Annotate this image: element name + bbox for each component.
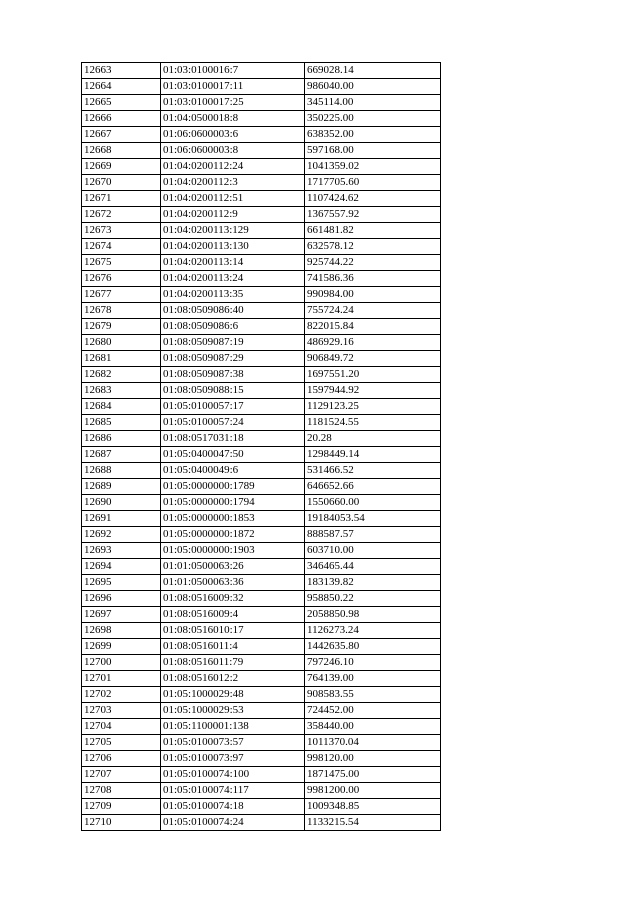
cadastral-number-cell: 01:01:0500063:26 — [161, 559, 305, 575]
value-cell: 350225.00 — [305, 111, 441, 127]
value-cell: 646652.66 — [305, 479, 441, 495]
cadastral-number-cell: 01:08:0509086:40 — [161, 303, 305, 319]
row-number-cell: 12665 — [82, 95, 161, 111]
value-cell: 958850.22 — [305, 591, 441, 607]
table-row — [82, 335, 441, 351]
cadastral-number-cell: 01:05:0100074:117 — [161, 783, 305, 799]
value-cell: 741586.36 — [305, 271, 441, 287]
row-number-cell: 12695 — [82, 575, 161, 591]
cadastral-number-cell: 01:08:0516009:32 — [161, 591, 305, 607]
row-number-cell: 12691 — [82, 511, 161, 527]
cadastral-number-cell: 01:08:0509087:19 — [161, 335, 305, 351]
row-number-cell: 12693 — [82, 543, 161, 559]
row-number-cell: 12698 — [82, 623, 161, 639]
table-row — [82, 431, 441, 447]
data-table — [81, 62, 441, 831]
value-cell: 1697551.20 — [305, 367, 441, 383]
row-number-cell: 12700 — [82, 655, 161, 671]
row-number-cell: 12679 — [82, 319, 161, 335]
row-number-cell: 12684 — [82, 399, 161, 415]
table-row — [82, 655, 441, 671]
table-row — [82, 623, 441, 639]
cadastral-number-cell: 01:05:1000029:48 — [161, 687, 305, 703]
row-number-cell: 12688 — [82, 463, 161, 479]
value-cell: 1129123.25 — [305, 399, 441, 415]
value-cell: 9981200.00 — [305, 783, 441, 799]
cadastral-number-cell: 01:04:0200112:3 — [161, 175, 305, 191]
row-number-cell: 12696 — [82, 591, 161, 607]
value-cell: 822015.84 — [305, 319, 441, 335]
row-number-cell: 12692 — [82, 527, 161, 543]
cadastral-number-cell: 01:08:0516011:4 — [161, 639, 305, 655]
row-number-cell: 12668 — [82, 143, 161, 159]
cadastral-number-cell: 01:06:0600003:6 — [161, 127, 305, 143]
cadastral-number-cell: 01:08:0517031:18 — [161, 431, 305, 447]
table-row — [82, 511, 441, 527]
value-cell: 345114.00 — [305, 95, 441, 111]
value-cell: 603710.00 — [305, 543, 441, 559]
value-cell: 597168.00 — [305, 143, 441, 159]
table-row — [82, 751, 441, 767]
table-row — [82, 687, 441, 703]
row-number-cell: 12708 — [82, 783, 161, 799]
value-cell: 1041359.02 — [305, 159, 441, 175]
row-number-cell: 12689 — [82, 479, 161, 495]
cadastral-number-cell: 01:04:0200112:9 — [161, 207, 305, 223]
table-row — [82, 719, 441, 735]
row-number-cell: 12666 — [82, 111, 161, 127]
table-row — [82, 95, 441, 111]
table-row — [82, 671, 441, 687]
value-cell: 358440.00 — [305, 719, 441, 735]
row-number-cell: 12676 — [82, 271, 161, 287]
table-row — [82, 543, 441, 559]
cadastral-number-cell: 01:04:0200113:14 — [161, 255, 305, 271]
value-cell: 1126273.24 — [305, 623, 441, 639]
value-cell: 986040.00 — [305, 79, 441, 95]
row-number-cell: 12707 — [82, 767, 161, 783]
cadastral-number-cell: 01:04:0200113:24 — [161, 271, 305, 287]
row-number-cell: 12672 — [82, 207, 161, 223]
row-number-cell: 12704 — [82, 719, 161, 735]
value-cell: 1367557.92 — [305, 207, 441, 223]
cadastral-number-cell: 01:05:0100073:57 — [161, 735, 305, 751]
table-row — [82, 79, 441, 95]
value-cell: 531466.52 — [305, 463, 441, 479]
table-row — [82, 495, 441, 511]
value-cell: 661481.82 — [305, 223, 441, 239]
value-cell: 888587.57 — [305, 527, 441, 543]
table-body — [82, 63, 441, 831]
cadastral-number-cell: 01:08:0516012:2 — [161, 671, 305, 687]
row-number-cell: 12706 — [82, 751, 161, 767]
row-number-cell: 12686 — [82, 431, 161, 447]
row-number-cell: 12680 — [82, 335, 161, 351]
table-row — [82, 399, 441, 415]
table-row — [82, 815, 441, 831]
cadastral-number-cell: 01:05:0100074:100 — [161, 767, 305, 783]
row-number-cell: 12710 — [82, 815, 161, 831]
value-cell: 1011370.04 — [305, 735, 441, 751]
table-row — [82, 783, 441, 799]
value-cell: 925744.22 — [305, 255, 441, 271]
value-cell: 486929.16 — [305, 335, 441, 351]
row-number-cell: 12671 — [82, 191, 161, 207]
cadastral-number-cell: 01:04:0500018:8 — [161, 111, 305, 127]
cadastral-number-cell: 01:04:0200113:130 — [161, 239, 305, 255]
value-cell: 998120.00 — [305, 751, 441, 767]
table-row — [82, 463, 441, 479]
cadastral-number-cell: 01:05:0100057:17 — [161, 399, 305, 415]
value-cell: 1009348.85 — [305, 799, 441, 815]
table-row — [82, 159, 441, 175]
row-number-cell: 12663 — [82, 63, 161, 79]
row-number-cell: 12694 — [82, 559, 161, 575]
value-cell: 1298449.14 — [305, 447, 441, 463]
table-row — [82, 207, 441, 223]
table-row — [82, 591, 441, 607]
cadastral-number-cell: 01:08:0516011:79 — [161, 655, 305, 671]
cadastral-number-cell: 01:05:0000000:1794 — [161, 495, 305, 511]
cadastral-number-cell: 01:05:0400047:50 — [161, 447, 305, 463]
value-cell: 346465.44 — [305, 559, 441, 575]
value-cell: 908583.55 — [305, 687, 441, 703]
cadastral-number-cell: 01:05:0100057:24 — [161, 415, 305, 431]
value-cell: 2058850.98 — [305, 607, 441, 623]
value-cell: 1133215.54 — [305, 815, 441, 831]
value-cell: 906849.72 — [305, 351, 441, 367]
table-row — [82, 239, 441, 255]
cadastral-number-cell: 01:05:0000000:1789 — [161, 479, 305, 495]
cadastral-number-cell: 01:05:0400049:6 — [161, 463, 305, 479]
cadastral-number-cell: 01:03:0100017:11 — [161, 79, 305, 95]
table-row — [82, 191, 441, 207]
table-row — [82, 575, 441, 591]
row-number-cell: 12709 — [82, 799, 161, 815]
row-number-cell: 12674 — [82, 239, 161, 255]
row-number-cell: 12673 — [82, 223, 161, 239]
cadastral-number-cell: 01:06:0600003:8 — [161, 143, 305, 159]
row-number-cell: 12701 — [82, 671, 161, 687]
cadastral-number-cell: 01:05:0000000:1872 — [161, 527, 305, 543]
row-number-cell: 12702 — [82, 687, 161, 703]
table-row — [82, 223, 441, 239]
value-cell: 1717705.60 — [305, 175, 441, 191]
table-row — [82, 415, 441, 431]
table-row — [82, 63, 441, 79]
table-row — [82, 527, 441, 543]
row-number-cell: 12678 — [82, 303, 161, 319]
table-row — [82, 255, 441, 271]
row-number-cell: 12690 — [82, 495, 161, 511]
row-number-cell: 12667 — [82, 127, 161, 143]
value-cell: 1181524.55 — [305, 415, 441, 431]
row-number-cell: 12664 — [82, 79, 161, 95]
cadastral-number-cell: 01:08:0509086:6 — [161, 319, 305, 335]
value-cell: 632578.12 — [305, 239, 441, 255]
row-number-cell: 12685 — [82, 415, 161, 431]
row-number-cell: 12675 — [82, 255, 161, 271]
cadastral-number-cell: 01:08:0509087:38 — [161, 367, 305, 383]
row-number-cell: 12677 — [82, 287, 161, 303]
cadastral-number-cell: 01:04:0200113:129 — [161, 223, 305, 239]
table-row — [82, 287, 441, 303]
value-cell: 1442635.80 — [305, 639, 441, 655]
table-row — [82, 143, 441, 159]
table-row — [82, 799, 441, 815]
cadastral-number-cell: 01:05:1100001:138 — [161, 719, 305, 735]
value-cell: 1871475.00 — [305, 767, 441, 783]
table-row — [82, 351, 441, 367]
row-number-cell: 12682 — [82, 367, 161, 383]
cadastral-number-cell: 01:05:1000029:53 — [161, 703, 305, 719]
row-number-cell: 12697 — [82, 607, 161, 623]
value-cell: 638352.00 — [305, 127, 441, 143]
value-cell: 1550660.00 — [305, 495, 441, 511]
cadastral-number-cell: 01:08:0509087:29 — [161, 351, 305, 367]
row-number-cell: 12669 — [82, 159, 161, 175]
table-row — [82, 479, 441, 495]
cadastral-number-cell: 01:04:0200112:51 — [161, 191, 305, 207]
table-row — [82, 607, 441, 623]
value-cell: 755724.24 — [305, 303, 441, 319]
cadastral-number-cell: 01:04:0200112:24 — [161, 159, 305, 175]
value-cell: 797246.10 — [305, 655, 441, 671]
row-number-cell: 12703 — [82, 703, 161, 719]
value-cell: 20.28 — [305, 431, 441, 447]
table-row — [82, 127, 441, 143]
row-number-cell: 12681 — [82, 351, 161, 367]
cadastral-number-cell: 01:05:0100074:18 — [161, 799, 305, 815]
cadastral-number-cell: 01:08:0516010:17 — [161, 623, 305, 639]
cadastral-number-cell: 01:05:0100073:97 — [161, 751, 305, 767]
value-cell: 183139.82 — [305, 575, 441, 591]
cadastral-number-cell: 01:05:0100074:24 — [161, 815, 305, 831]
table-row — [82, 319, 441, 335]
cadastral-number-cell: 01:03:0100017:25 — [161, 95, 305, 111]
table-row — [82, 559, 441, 575]
row-number-cell: 12687 — [82, 447, 161, 463]
table-row — [82, 303, 441, 319]
table-row — [82, 367, 441, 383]
cadastral-number-cell: 01:05:0000000:1853 — [161, 511, 305, 527]
value-cell: 764139.00 — [305, 671, 441, 687]
cadastral-number-cell: 01:08:0516009:4 — [161, 607, 305, 623]
table-row — [82, 383, 441, 399]
table-row — [82, 175, 441, 191]
row-number-cell: 12699 — [82, 639, 161, 655]
table-row — [82, 735, 441, 751]
table-row — [82, 639, 441, 655]
value-cell: 669028.14 — [305, 63, 441, 79]
cadastral-number-cell: 01:04:0200113:35 — [161, 287, 305, 303]
table-row — [82, 767, 441, 783]
row-number-cell: 12705 — [82, 735, 161, 751]
value-cell: 1107424.62 — [305, 191, 441, 207]
cadastral-number-cell: 01:05:0000000:1903 — [161, 543, 305, 559]
cadastral-number-cell: 01:01:0500063:36 — [161, 575, 305, 591]
value-cell: 19184053.54 — [305, 511, 441, 527]
row-number-cell: 12670 — [82, 175, 161, 191]
value-cell: 1597944.92 — [305, 383, 441, 399]
value-cell: 724452.00 — [305, 703, 441, 719]
table-row — [82, 703, 441, 719]
cadastral-number-cell: 01:08:0509088:15 — [161, 383, 305, 399]
table-row — [82, 447, 441, 463]
value-cell: 990984.00 — [305, 287, 441, 303]
table-row — [82, 271, 441, 287]
cadastral-number-cell: 01:03:0100016:7 — [161, 63, 305, 79]
table-row — [82, 111, 441, 127]
row-number-cell: 12683 — [82, 383, 161, 399]
